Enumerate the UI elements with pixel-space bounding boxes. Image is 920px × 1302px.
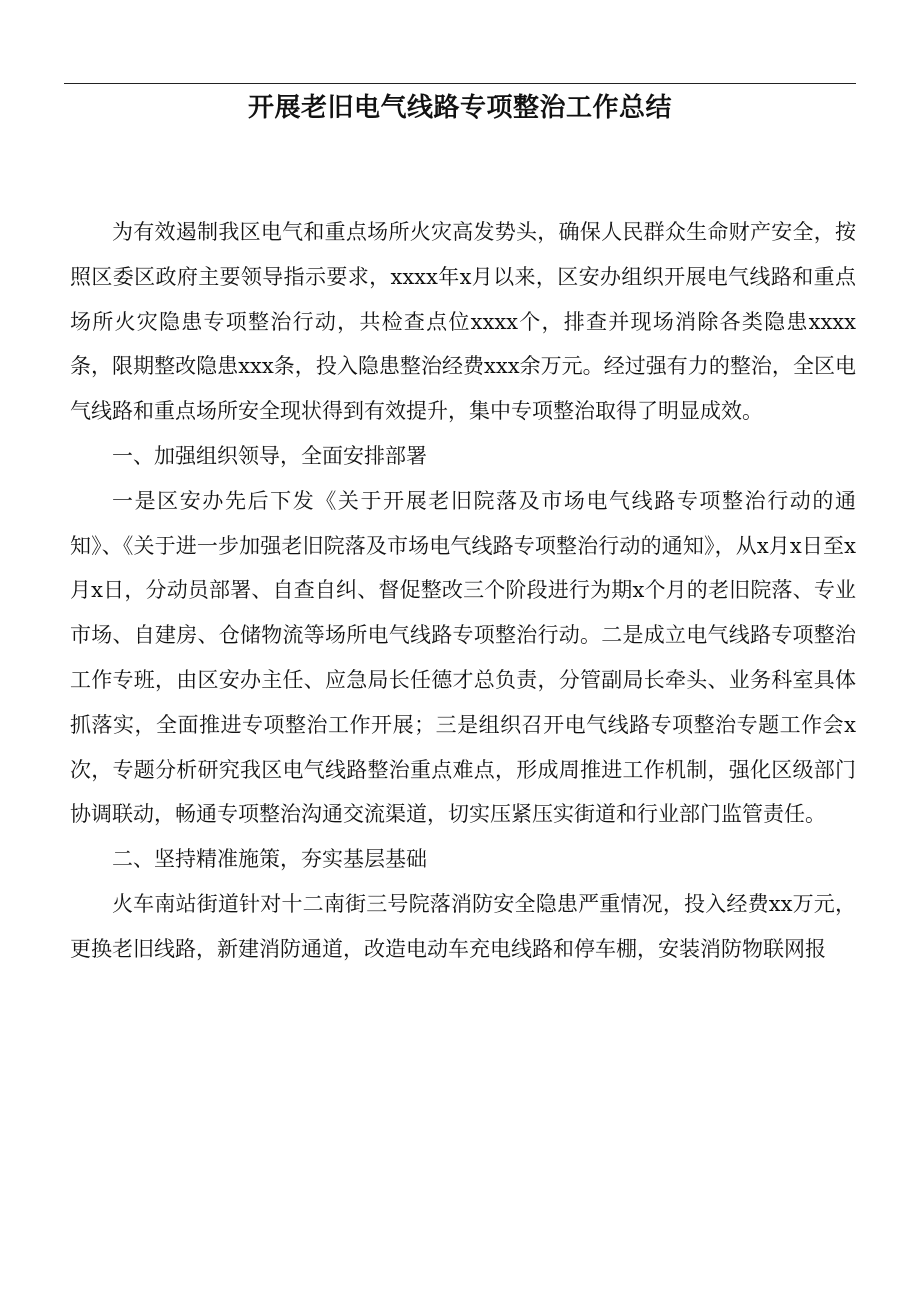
intro-paragraph: 为有效遏制我区电气和重点场所火灾高发势头，确保人民群众生命财产安全，按照区委区政府主要领导指示要求，xxxx年x月以来，区安办组织开展电气线路和重点场所火灾隐患专项整治行动，共检查点位xxxx个，排查并现场消除各类隐患xxxx条，限期整改隐患xxx条，投入隐患整治经费xxx余万元。经过强有力的整治，全区电气线路和重点场所安全现状得到有效提升，集中专项整治取得了明显成效。 <box>70 220 856 424</box>
section-2-paragraph: 火车南站街道针对十二南街三号院落消防安全隐患严重情况，投入经费xx万元，更换老旧线路，新建消防通道，改造电动车充电线路和停车棚，安装消防物联网报 <box>70 891 856 961</box>
document-body <box>70 210 856 972</box>
section-heading-1: 一、加强组织领导，全面安排部署 <box>112 443 427 468</box>
section-heading-2: 二、坚持精准施策，夯实基层基础 <box>112 847 427 872</box>
section-1-paragraph: 一是区安办先后下发《关于开展老旧院落及市场电气线路专项整治行动的通知》、《关于进一步加强老旧院落及市场电气线路专项整治行动的通知》，从x月x日至x月x日，分动员部署、自查自纠、督促整改三个阶段进行为期x个月的老旧院落、专业市场、自建房、仓储物流等场所电气线路专项整治行动。二是成立电气线路专项整治工作专班，由区安办主任、应急局长任德才总负责，分管副局长牵头、业务科室具体抓落实，全面推进专项整治工作开展；三是组织召开电气线路专项整治专题工作会x次，专题分析研究我区电气线路整治重点难点，形成周推进工作机制，强化区级部门协调联动，畅通专项整治沟通交流渠道，切实压紧压实街道和行业部门监管责任。 <box>70 488 856 827</box>
document-title: 开展老旧电气线路专项整治工作总结 <box>247 93 672 123</box>
header-rule <box>64 83 856 84</box>
